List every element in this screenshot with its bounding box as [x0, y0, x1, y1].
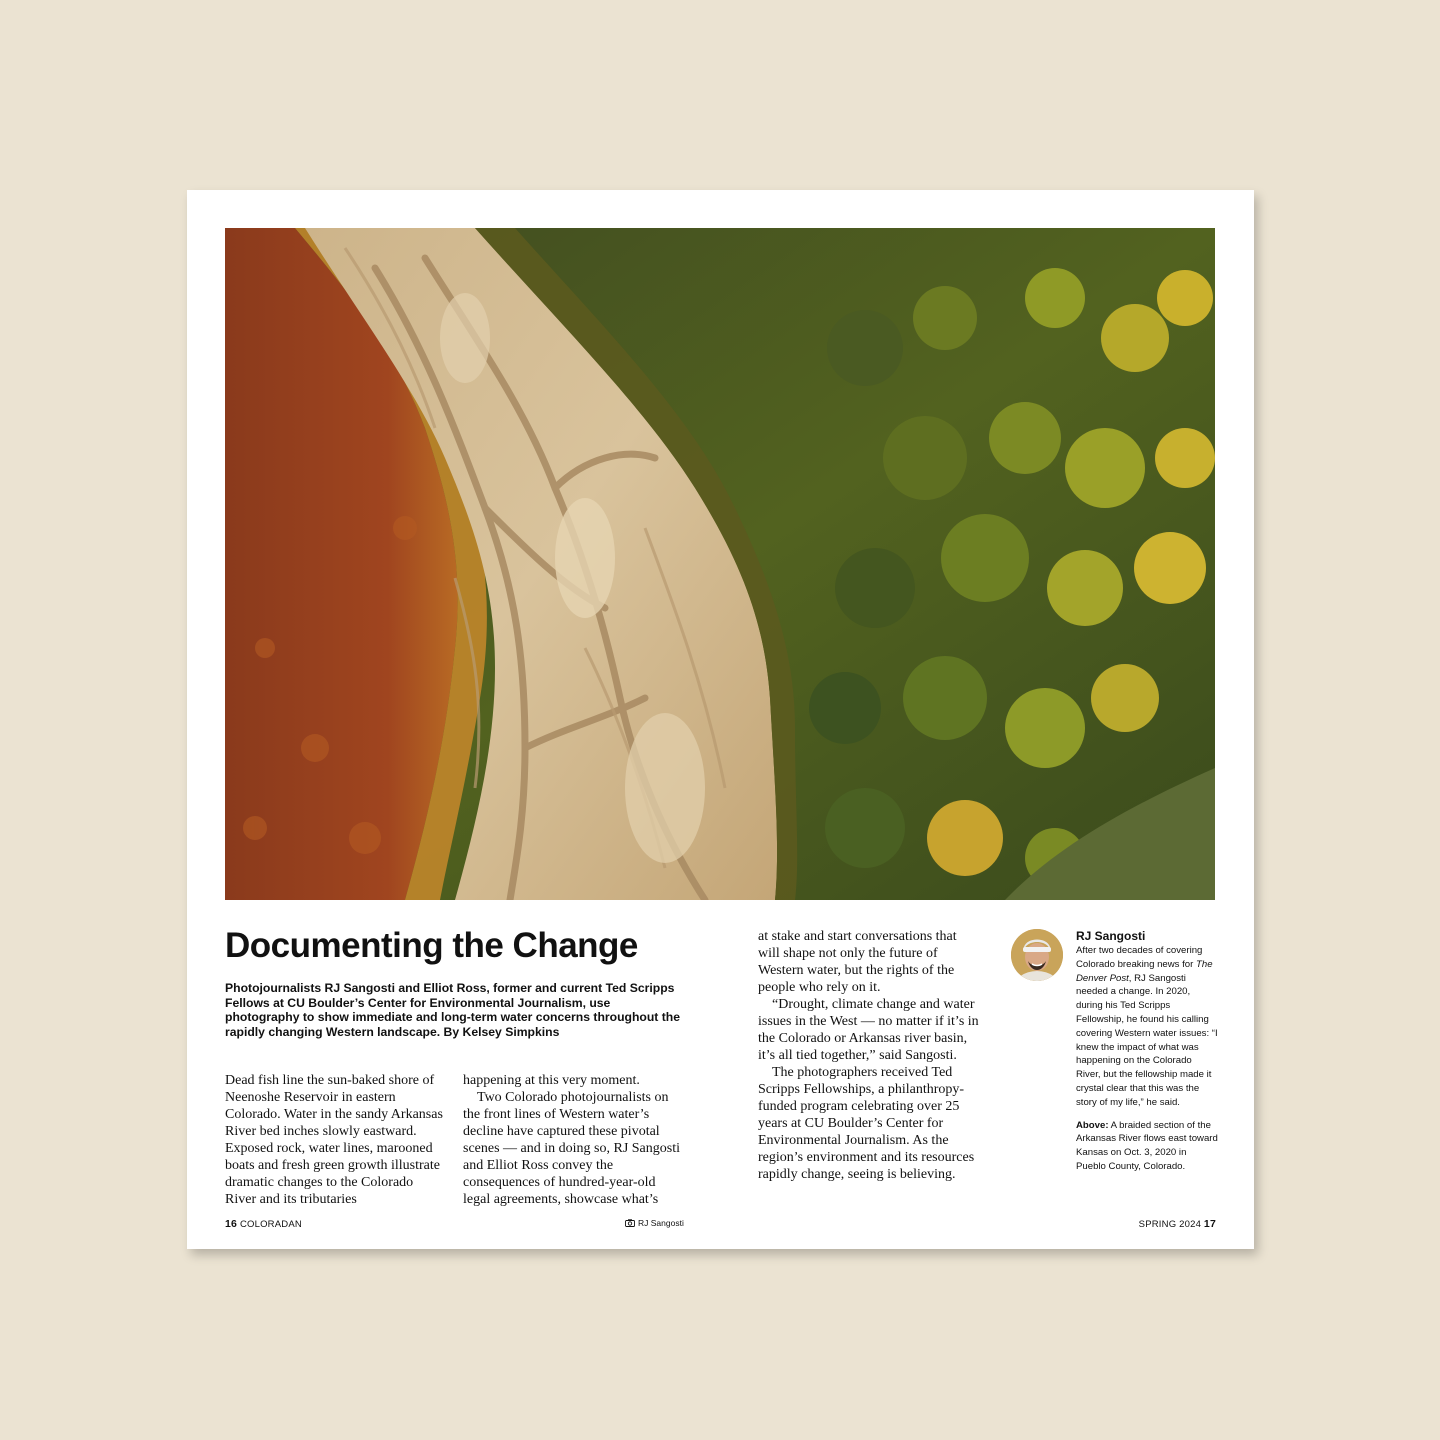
caption-label: Above: — [1076, 1119, 1109, 1131]
right-folio — [1139, 1218, 1216, 1230]
body-column-3 — [758, 928, 980, 1183]
portrait-illustration — [1011, 929, 1063, 981]
body-paragraph: Two Colorado photojournalists on the front lines of Western water’s decline have captured these pivotal scenes — and in doing so, RJ Sangosti and Elliot Ross convey the consequences of hundred-year-old legal agreements, showcase what’s — [463, 1090, 680, 1207]
body-paragraph: “Drought, climate change and water issues in the West — no matter if it’s in the Colorado or Arkansas river basin, it’s all tied together,” said Sangosti. — [758, 997, 979, 1063]
aerial-river-photo — [225, 228, 1215, 900]
body-paragraph: The photographers received Ted Scripps Fellowships, a philanthropy-funded program celebrating over 25 years at CU Boulder’s Center for Environmental Journalism. As the region’s environment and its resources rapidly change, seeing is believing. — [758, 1065, 975, 1182]
body-paragraph: at stake and start conversations that will shape not only the future of Western water, but the rights of the people who rely on it. — [758, 929, 957, 995]
issue-name: SPRING 2024 — [1138, 1219, 1202, 1230]
left-page-number: 16 — [225, 1218, 238, 1230]
photo-caption — [1076, 1119, 1218, 1174]
publication-name: COLORADAN — [239, 1219, 302, 1230]
photographer-avatar — [1011, 929, 1063, 981]
left-folio — [225, 1218, 302, 1230]
bio-text-end: , RJ Sangosti needed a change. In 2020, during his Ted Scripps Fellowship, he found his calling covering Western water issues: “I knew the impact of what was happening on the Colorado River, but the fellowship made it crystal clear that this was the story of my life,” he said. — [1076, 972, 1218, 1108]
body-paragraph: Dead fish line the sun-baked shore of Neenoshe Reservoir in eastern Colorado. Water in the sandy Arkansas River bed inches slowly eastward. Exposed rock, water lines, marooned boats and fresh green growth illustrate dramatic changes to the Colorado River and its tributaries — [225, 1073, 443, 1207]
aerial-river-illustration — [225, 228, 1215, 900]
body-column-2 — [463, 1072, 685, 1208]
body-paragraph: happening at this very moment. — [463, 1073, 640, 1088]
byline: By Kelsey Simpkins — [443, 1024, 560, 1039]
body-column-1 — [225, 1072, 447, 1208]
right-page-number: 17 — [1203, 1218, 1216, 1230]
bio-text-start: After two decades of covering Colorado breaking news for — [1076, 945, 1203, 970]
bio-publication: The Denver Post — [1076, 958, 1213, 984]
magazine-spread — [187, 190, 1254, 1249]
article-dek — [225, 981, 685, 1039]
photo-credit-name: RJ Sangosti — [638, 1218, 684, 1228]
camera-icon — [625, 1219, 635, 1227]
bio-text — [1076, 944, 1218, 1110]
caption-text: A braided section of the Arkansas River flows east toward Kansas on Oct. 3, 2020 in Pueblo County, Colorado. — [1076, 1119, 1218, 1172]
article-headline: Documenting the Change — [225, 926, 638, 965]
dek-text: Photojournalists RJ Sangosti and Elliot Ross, former and current Ted Scripps Fellows at CU Boulder’s Center for Environmental Journalism, use photography to show immediate and long-term water concerns throughout the rapidly changing Western landscape. — [225, 981, 681, 1039]
photographer-bio — [1076, 929, 1218, 1174]
photo-credit — [625, 1218, 684, 1228]
bio-name: RJ Sangosti — [1076, 929, 1146, 943]
